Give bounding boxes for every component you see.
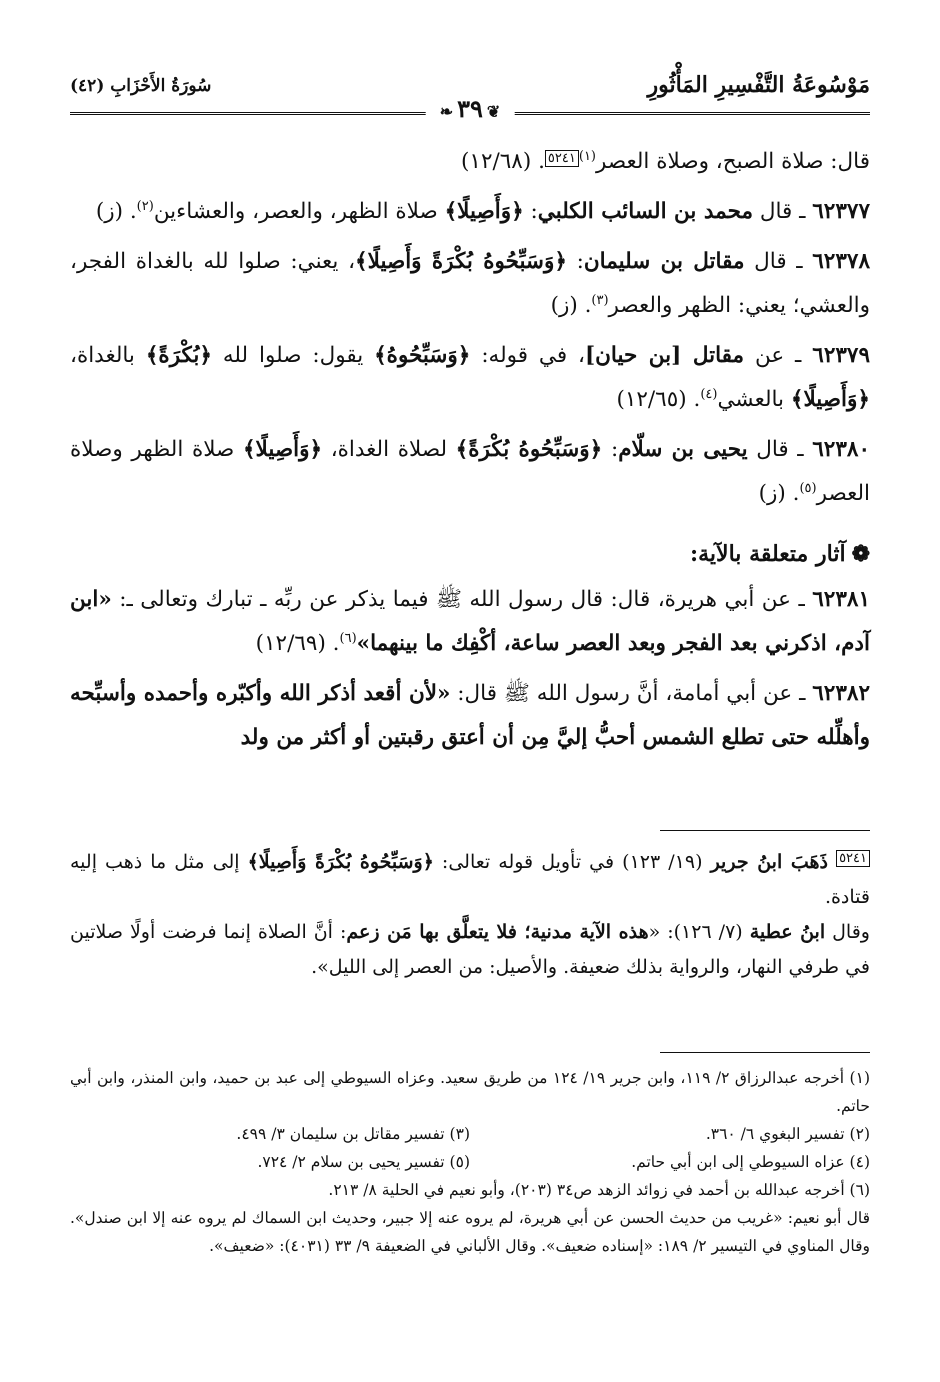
footnote: (١) أخرجه عبدالرزاق ٢/ ١١٩، وابن جرير ١٩/ ١٢٤ من طريق سعيد. وعزاه السيوطي إلى عبد بن حميد، وابن المنذر، وابن أبي حاتم. (70, 1069, 870, 1115)
footnote-row (70, 1148, 870, 1176)
footnote-ref: (٤) (700, 386, 718, 402)
entry-number: ٦٢٣٨٢ (812, 681, 870, 706)
footnote: (٢) تفسير البغوي ٦/ ٣٦٠. (705, 1125, 870, 1143)
commentary-block (70, 845, 870, 985)
entry-number: ٦٢٣٨٠ (812, 437, 870, 462)
paragraph: ٦٢٣٧٩ ـ عن مقاتل [بن حيان]، في قوله: ﴿وَسَبِّحُوهُ﴾ يقول: صلوا لله ﴿بُكْرَةً﴾ بالغداة، ﴿وَأَصِيلًا﴾ بالعشي$^{(٤)}$. (١٢/٦٥) (70, 343, 871, 412)
hadith-paragraph: ٦٢٣٨٢ ـ عن أبي أمامة، أنَّ رسول الله ﷺ قال: «لأن أقعد أذكر الله وأكبّره وأحمده وأسبِّحه وأهلِّله حتى تطلع الشمس أحبُّ إليَّ مِن أن أعتق رقبتين أو أكثر من ولد (70, 681, 870, 750)
quran-quote: ﴿وَأَصِيلًا﴾ (444, 199, 524, 224)
commentary-paragraph: وقال ابنُ عطية (٧/ ١٢٦): «هذه الآية مدنية؛ فلا يتعلَّق بها مَن زعم: أنَّ الصلاة إنما فرضت أولًا صلاتين في طرفي النهار، والرواية بذلك ضعيفة. والأصيل: من العصر إلى الليل». (70, 921, 870, 978)
quran-quote: ﴿وَأَصِيلًا﴾ (790, 387, 870, 412)
book-title: مَوْسُوعَةُ التَّفْسِيرِ المَأْثُورِ (647, 72, 870, 98)
main-text (70, 140, 870, 766)
quran-quote: ﴿وَسَبِّحُوهُ بُكْرَةً وَأَصِيلًا﴾ (355, 249, 567, 274)
narrator-name: مقاتل بن سليمان (583, 249, 745, 274)
footnote-row (70, 1120, 870, 1148)
narrator-name: يحيى بن سلّام (618, 437, 748, 462)
narrator-name: محمد بن السائب الكلبي (537, 199, 753, 224)
hadith-quote: «ابن آدم، اذكرني بعد الفجر وبعد العصر ساعة، أكْفِك ما بينهما» (70, 587, 870, 656)
paragraph: قال: صلاة الصبح، وصلاة العصر$^{(١)}$٥٢٤١. (١٢/٦٨) (461, 148, 870, 174)
entry-number: ٦٢٣٧٨ (812, 249, 870, 274)
quran-quote: ﴿وَسَبِّحُوهُ بُكْرَةً﴾ (455, 437, 603, 462)
paragraph: ٦٢٣٨٠ ـ قال يحيى بن سلّام: ﴿وَسَبِّحُوهُ بُكْرَةً﴾ لصلاة الغداة، ﴿وَأَصِيلًا﴾ صلاة الظهر وصلاة العصر$^{(٥)}$. (ز) (70, 437, 870, 506)
paragraph: ٦٢٣٧٧ ـ قال محمد بن السائب الكلبي: ﴿وَأَصِيلًا﴾ صلاة الظهر، والعصر، والعشاءين$^{(٢)}$. (ز) (95, 198, 870, 224)
commentary-rule (660, 830, 870, 831)
paragraph: ٦٢٣٧٨ ـ قال مقاتل بن سليمان: ﴿وَسَبِّحُوهُ بُكْرَةً وَأَصِيلًا﴾، يعني: صلوا لله بالغداة الفجر، والعشي؛ يعني: الظهر والعصر$^{(٣)}$. (ز) (70, 249, 870, 318)
entry-number: ٦٢٣٧٩ (812, 343, 871, 368)
footnote-ref: (١) (578, 148, 596, 164)
author-name: ابنُ عطية (749, 921, 826, 943)
commentary-paragraph: ٥٢٤١ ذَهَبَ ابنُ جرير (١٩/ ١٢٣) في تأويل قوله تعالى: ﴿وَسَبِّحُوهُ بُكْرَةً وَأَصِيلًا﴾ إلى مثل ما ذهب إليه قتادة. (70, 851, 870, 908)
author-name: ذَهَبَ ابنُ جرير (710, 851, 829, 873)
note-box: ٥٢٤١ (545, 150, 579, 167)
page-number: ❦٣٩❧ (426, 94, 515, 123)
footnotes (70, 1064, 870, 1260)
footnote: (٤) عزاه السيوطي إلى ابن أبي حاتم. (631, 1153, 870, 1171)
footnote-ref: (٥) (799, 480, 817, 496)
entry-number: ٦٢٣٨١ (812, 587, 870, 612)
footnote-rule (660, 1052, 870, 1053)
flower-icon: ❁ (851, 541, 870, 567)
quoted-phrase: هذه الآية مدنية؛ فلا يتعلَّق بها مَن زعم (346, 921, 649, 943)
quran-quote: ﴿وَسَبِّحُوهُ﴾ (374, 343, 471, 368)
ornament-icon: ❦ (486, 102, 501, 121)
ornament-icon: ❧ (439, 102, 454, 121)
footnote-ref: (٦) (339, 630, 357, 646)
entry-number: ٦٢٣٧٧ (812, 199, 870, 224)
footnote-ref: (٢) (136, 198, 154, 214)
page-header (70, 72, 870, 122)
quran-quote: ﴿وَسَبِّحُوهُ بُكْرَةً وَأَصِيلًا﴾ (247, 851, 434, 873)
surah-title: سُورَةُ الأَحْزَابِ (٤٢) (70, 76, 212, 96)
quran-quote: ﴿وَأَصِيلًا﴾ (242, 437, 323, 462)
footnote: قال أبو نعيم: «غريب من حديث الحسن عن أبي هريرة، لم يروه عنه إلا جبير، وحديث ابن السماك لم يروه عنه إلا ابن صندل». وقال المناوي في التيسير ٢/ ١٨٩: «إسناده ضعيف». وقال الألباني في الضعيفة ٩/ ٣٣ (٤٠٣١): «ضعيف». (70, 1209, 870, 1255)
hadith-paragraph: ٦٢٣٨١ ـ عن أبي هريرة، قال: قال رسول الله ﷺ فيما يذكر عن ربِّه ـ تبارك وتعالى ـ: «ابن آدم، اذكرني بعد الفجر وبعد العصر ساعة، أكْفِك ما بينهما»$^{(٦)}$. (١٢/٦٩) (70, 587, 870, 656)
footnote-ref: (٣) (591, 292, 609, 308)
quran-quote: ﴿بُكْرَةً﴾ (145, 343, 213, 368)
hadith-quote: «لأن أقعد أذكر الله وأكبّره وأحمده وأسبِّحه وأهلِّله حتى تطلع الشمس أحبُّ إليَّ مِن أن أعتق رقبتين أو أكثر من ولد (70, 681, 870, 750)
section-heading: ❁آثار متعلقة بالآية: (690, 541, 870, 567)
narrator-name: مقاتل [بن حيان] (584, 343, 745, 368)
footnote: (٦) أخرجه عبدالله بن أحمد في زوائد الزهد ص٣٤ (٢٠٣)، وأبو نعيم في الحلية ٨/ ٢١٣. (328, 1181, 870, 1199)
footnote: (٥) تفسير يحيى بن سلام ٢/ ٧٢٤. (257, 1153, 470, 1171)
note-box: ٥٢٤١ (836, 850, 870, 867)
footnote: (٣) تفسير مقاتل بن سليمان ٣/ ٤٩٩. (236, 1125, 470, 1143)
